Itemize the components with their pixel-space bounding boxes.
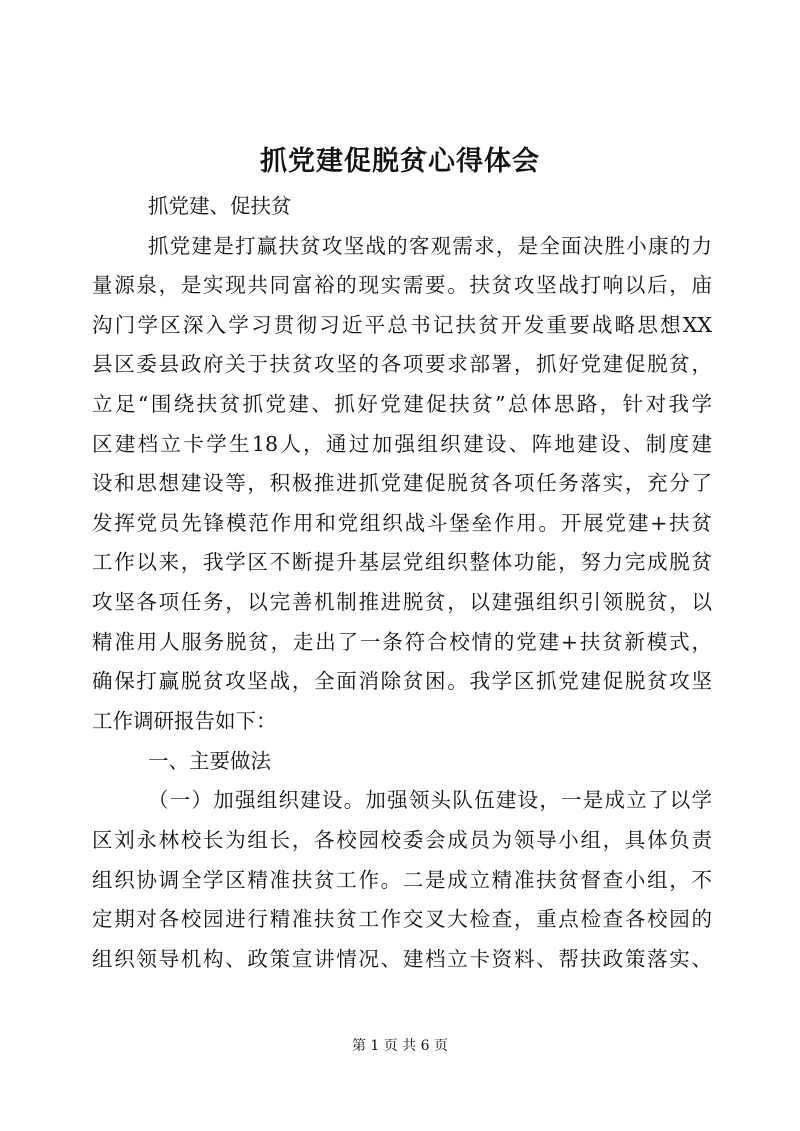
page-footer: 第 1 页 共 6 页: [351, 1038, 449, 1054]
paragraph-line: 定期对各校园进行精准扶贫工作交叉大检查，重点检查各校园的: [92, 907, 712, 931]
section-heading: 一、主要做法: [148, 749, 271, 773]
paragraph-line: 县区委县政府关于扶贫攻坚的各项要求部署，抓好党建促脱贫，: [92, 352, 712, 376]
paragraph-line: 量源泉，是实现共同富裕的现实需要。扶贫攻坚战打响以后，庙: [92, 273, 712, 297]
paragraph-line: 抓党建是打赢扶贫攻坚战的客观需求，是全面决胜小康的力: [148, 234, 712, 258]
paragraph-line: 确保打赢脱贫攻坚战，全面消除贫困。我学区抓党建促脱贫攻坚: [92, 669, 712, 693]
paragraph-line: 攻坚各项任务，以完善机制推进脱贫，以建强组织引领脱贫，以: [92, 590, 712, 614]
paragraph-line: 区刘永林校长为组长，各校园校委会成员为领导小组，具体负责: [92, 828, 712, 852]
subtitle: 抓党建、促扶贫: [148, 194, 292, 218]
paragraph-line: 设和思想建设等，积极推进抓党建促脱贫各项任务落实，充分了: [92, 471, 712, 495]
paragraph-line: 沟门学区深入学习贯彻习近平总书记扶贫开发重要战略思想XX: [92, 313, 712, 337]
paragraph-line: 工作调研报告如下：: [92, 709, 277, 733]
paragraph-line: 工作以来，我学区不断提升基层党组织整体功能，努力完成脱贫: [92, 550, 712, 574]
paragraph-line: 精准用人服务脱贫，走出了一条符合校情的党建+扶贫新模式，: [92, 630, 712, 654]
paragraph-line: 组织领导机构、政策宣讲情况、建档立卡资料、帮扶政策落实、: [92, 947, 712, 971]
paragraph-line: 立足“围绕扶贫抓党建、抓好党建促扶贫”总体思路，针对我学: [92, 392, 712, 416]
paragraph-line: 组织协调全学区精准扶贫工作。二是成立精准扶贫督查小组，不: [92, 868, 712, 892]
paragraph-line: 发挥党员先锋模范作用和党组织战斗堡垒作用。开展党建+扶贫: [92, 511, 712, 535]
document-title: 抓党建促脱贫心得体会: [260, 146, 540, 177]
paragraph-line: （一）加强组织建设。加强领头队伍建设，一是成立了以学: [148, 788, 712, 812]
paragraph-line: 区建档立卡学生18人，通过加强组织建设、阵地建设、制度建: [92, 432, 712, 456]
